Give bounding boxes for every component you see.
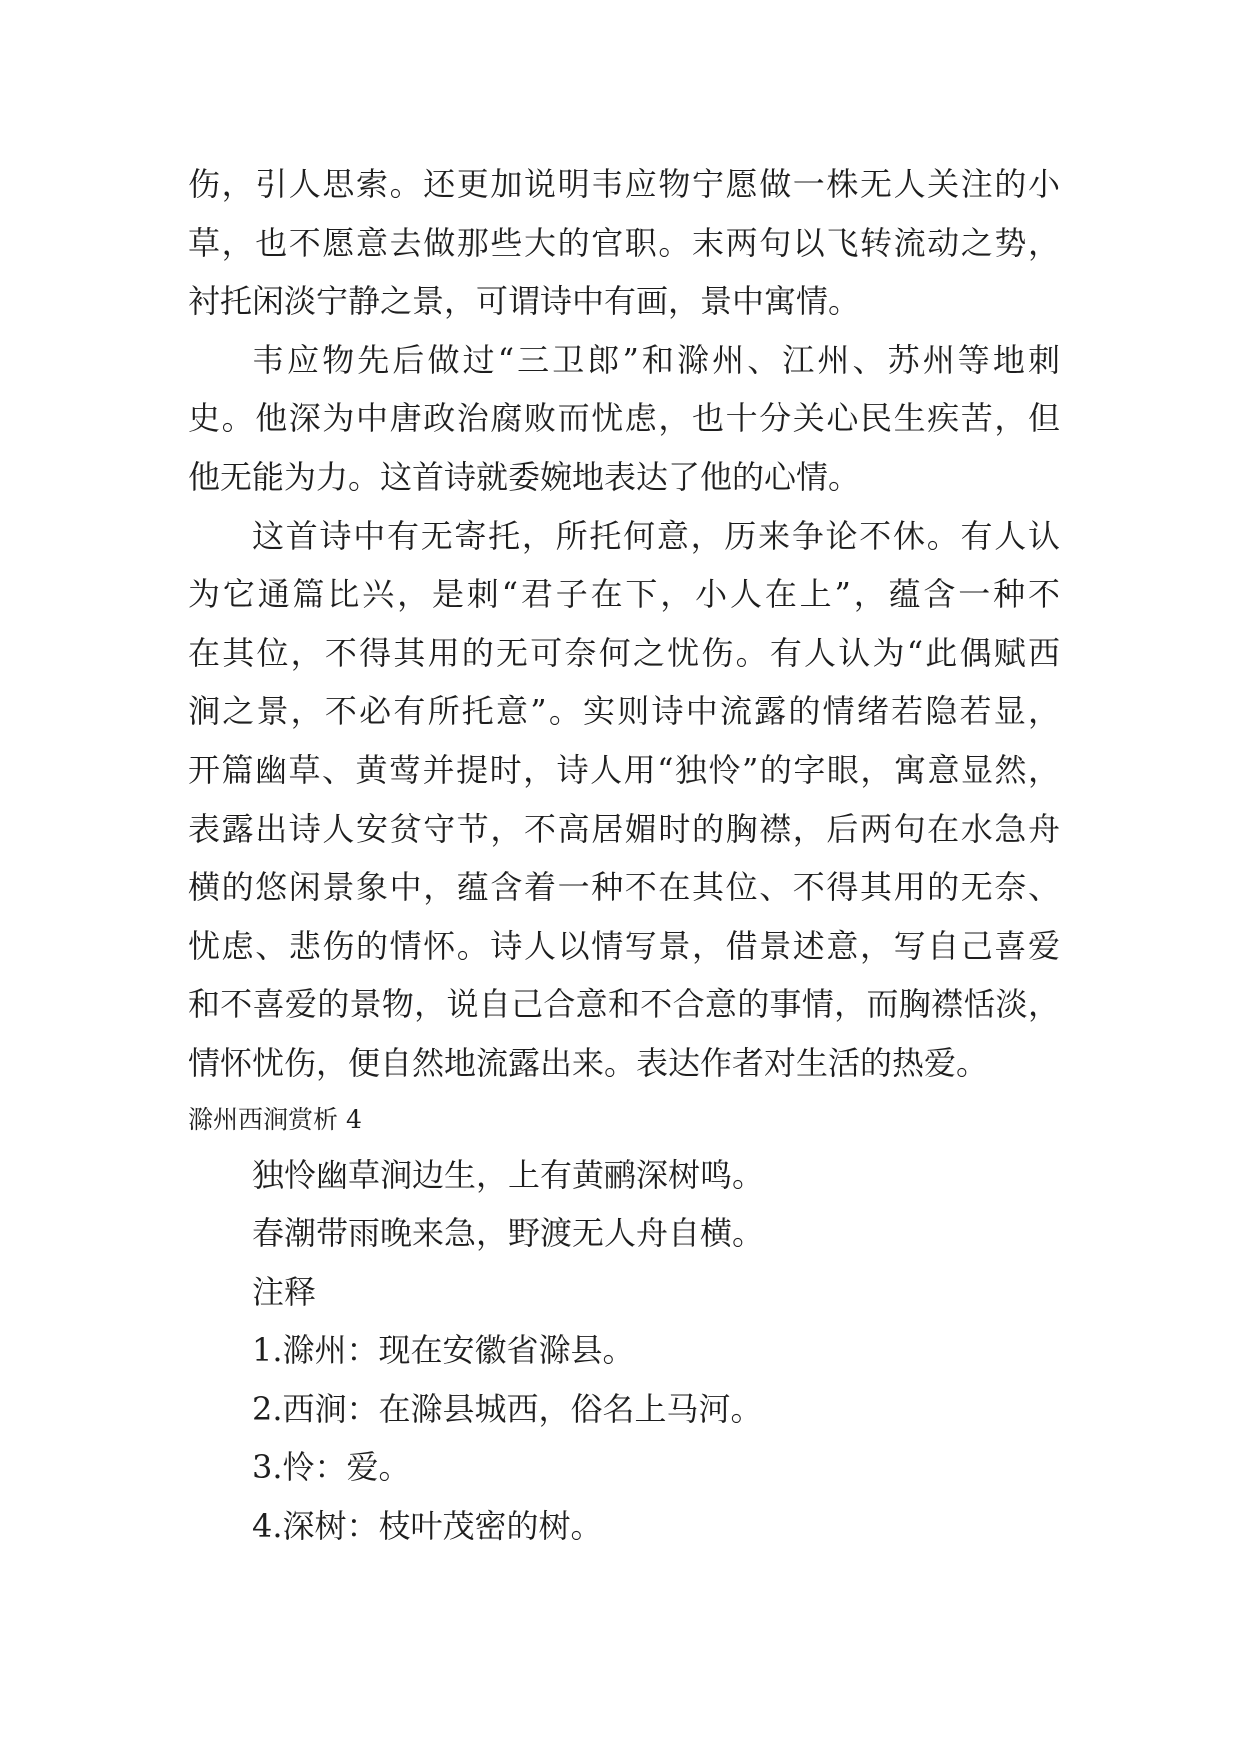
paragraph-line: 情怀忧伤，便自然地流露出来。表达作者对生活的热爱。 xyxy=(188,1043,989,1082)
paragraph-line: 开篇幽草、黄莺并提时，诗人用“独怜”的字眼，寓意显然， xyxy=(188,750,1060,789)
paragraph xyxy=(188,155,1060,331)
note-item: 4.深树：枝叶茂密的树。 xyxy=(252,1507,603,1546)
paragraph-line: 韦应物先后做过“三卫郎”和滁州、江州、苏州等地刺 xyxy=(252,340,1060,379)
paragraph-line: 伤，引人思索。还更加说明韦应物宁愿做一株无人关注的小 xyxy=(188,165,1060,203)
notes xyxy=(188,1263,1060,1556)
note-item: 1.滁州：现在安徽省滁县。 xyxy=(252,1331,635,1370)
paragraph-line: 草，也不愿意去做那些大的官职。末两句以飞转流动之势， xyxy=(188,223,1060,262)
paragraph-line: 横的悠闲景象中，蕴含着一种不在其位、不得其用的无奈、 xyxy=(188,868,1060,907)
notes-heading: 注释 xyxy=(252,1272,317,1311)
note-item: 3.怜：爱。 xyxy=(252,1448,411,1487)
document-body xyxy=(188,155,1060,1556)
poem-line: 独怜幽草涧边生，上有黄鹂深树鸣。 xyxy=(252,1155,765,1194)
paragraph xyxy=(188,331,1060,507)
paragraph-line: 和不喜爱的景物，说自己合意和不合意的事情，而胸襟恬淡， xyxy=(188,985,1060,1024)
paragraph-line: 衬托闲淡宁静之景，可谓诗中有画，景中寓情。 xyxy=(188,282,861,321)
paragraph-line: 忧虑、悲伤的情怀。诗人以情写景，借景述意，写自己喜爱 xyxy=(188,926,1060,965)
note-item: 2.西涧：在滁县城西，俗名上马河。 xyxy=(252,1389,763,1428)
paragraph-line: 史。他深为中唐政治腐败而忧虑，也十分关心民生疾苦，但 xyxy=(188,399,1060,438)
paragraph xyxy=(188,507,1060,1093)
paragraph-line: 涧之景，不必有所托意”。实则诗中流露的情绪若隐若显， xyxy=(188,692,1060,731)
poem xyxy=(188,1146,1060,1263)
paragraph-line: 为它通篇比兴，是刺“君子在下，小人在上”，蕴含一种不 xyxy=(188,575,1060,614)
paragraph-line: 在其位，不得其用的无可奈何之忧伤。有人认为“此偶赋西 xyxy=(188,633,1060,672)
poem-line: 春潮带雨晚来急，野渡无人舟自横。 xyxy=(252,1214,765,1253)
paragraph-line: 他无能为力。这首诗就委婉地表达了他的心情。 xyxy=(188,457,861,496)
paragraph-line: 这首诗中有无寄托，所托何意，历来争论不休。有人认 xyxy=(252,516,1060,555)
paragraph-line: 表露出诗人安贫守节，不高居媚时的胸襟，后两句在水急舟 xyxy=(188,809,1060,848)
section-title: 滁州西涧赏析 4 xyxy=(188,1104,362,1134)
